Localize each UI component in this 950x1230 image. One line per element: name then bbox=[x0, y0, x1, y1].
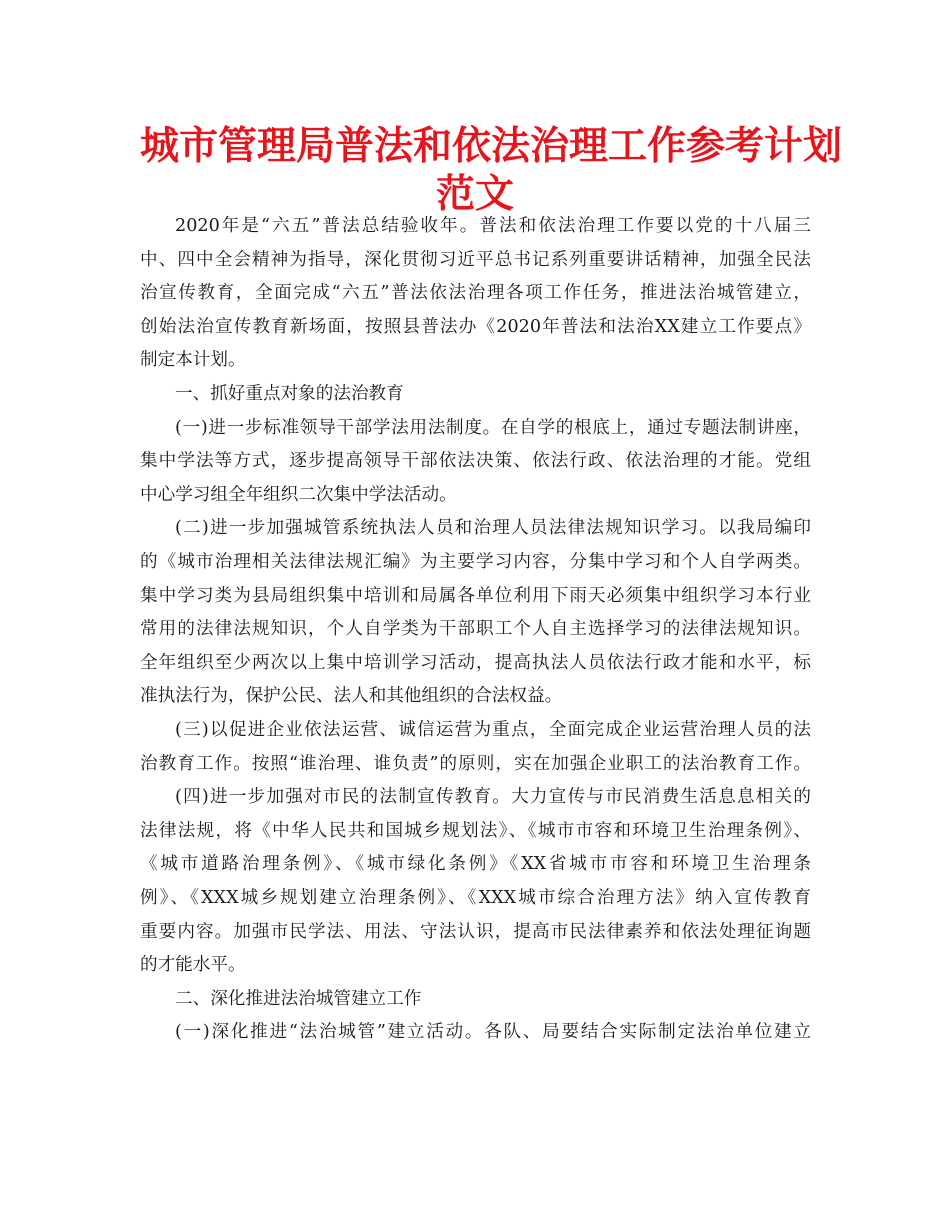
paragraph-line: (二)进一步加强城管系统执法人员和治理人员法律法规知识学习。以我局编印 bbox=[175, 518, 811, 539]
paragraph-line: 创始法治宣传教育新场面，按照县普法办《2020年普法和法治XX建立工作要点》 bbox=[140, 316, 811, 337]
paragraph-line: 集中学法等方式，逐步提高领导干部依法决策、依法行政、依法治理的才能。党组 bbox=[140, 451, 811, 472]
document-title-line-2: 范文 bbox=[435, 172, 514, 217]
paragraph-line: 《城市道路治理条例》、《城市绿化条例》《XX省城市市容和环境卫生治理条 bbox=[140, 854, 811, 875]
paragraph-line: 中、四中全会精神为指导，深化贯彻习近平总书记系列重要讲话精神，加强全民法 bbox=[140, 249, 811, 270]
document-title-line-1: 城市管理局普法和依法治理工作参考计划 bbox=[140, 124, 843, 169]
paragraph-line: 2020年是“六五”普法总结验收年。普法和依法治理工作要以党的十八届三 bbox=[175, 216, 811, 236]
paragraph-line: 例》、《XXX城乡规划建立治理条例》、《XXX城市综合治理方法》纳入宣传教育 bbox=[140, 888, 811, 908]
paragraph-line: 法律法规，将《中华人民共和国城乡规划法》、《城市市容和环境卫生治理条例》、 bbox=[140, 820, 811, 841]
paragraph-line: 制定本计划。 bbox=[140, 350, 246, 371]
paragraph-line: (一)进一步标准领导干部学法用法制度。在自学的根底上，通过专题法制讲座， bbox=[175, 417, 811, 438]
paragraph-line: 集中学习类为县局组织集中培训和局属各单位利用下雨天必须集中组织学习本行业 bbox=[140, 585, 811, 606]
paragraph-line: 重要内容。加强市民学法、用法、守法认识，提高市民法律素养和依法处理征询题 bbox=[140, 921, 811, 942]
paragraph-line: 中心学习组全年组织二次集中学法活动。 bbox=[140, 484, 457, 505]
paragraph-line: (三)以促进企业依法运营、诚信运营为重点，全面完成企业运营治理人员的法 bbox=[175, 720, 811, 740]
paragraph-line: 的才能水平。 bbox=[140, 955, 246, 976]
paragraph-line: 二、深化推进法治城管建立工作 bbox=[175, 988, 422, 1009]
paragraph-line: 一、抓好重点对象的法治教育 bbox=[175, 384, 404, 404]
paragraph-line: 常用的法律法规知识，个人自学类为干部职工个人自主选择学习的法律法规知识。 bbox=[140, 619, 811, 640]
paragraph-line: 治教育工作。按照“谁治理、谁负责”的原则，实在加强企业职工的法治教育工作。 bbox=[140, 753, 811, 774]
paragraph-line: 治宣传教育，全面完成“六五”普法依法治理各项工作任务，推进法治城管建立， bbox=[140, 283, 811, 304]
paragraph-line: 全年组织至少两次以上集中培训学习活动，提高执法人员依法行政才能和水平，标 bbox=[140, 652, 811, 673]
paragraph-line: (四)进一步加强对市民的法制宣传教育。大力宣传与市民消费生活息息相关的 bbox=[175, 787, 811, 808]
paragraph-line: 的《城市治理相关法律法规汇编》为主要学习内容，分集中学习和个人自学两类。 bbox=[140, 552, 811, 572]
paragraph-line: 准执法行为，保护公民、法人和其他组织的合法权益。 bbox=[140, 686, 563, 707]
paragraph-line: (一)深化推进“法治城管”建立活动。各队、局要结合实际制定法治单位建立 bbox=[175, 1022, 811, 1043]
